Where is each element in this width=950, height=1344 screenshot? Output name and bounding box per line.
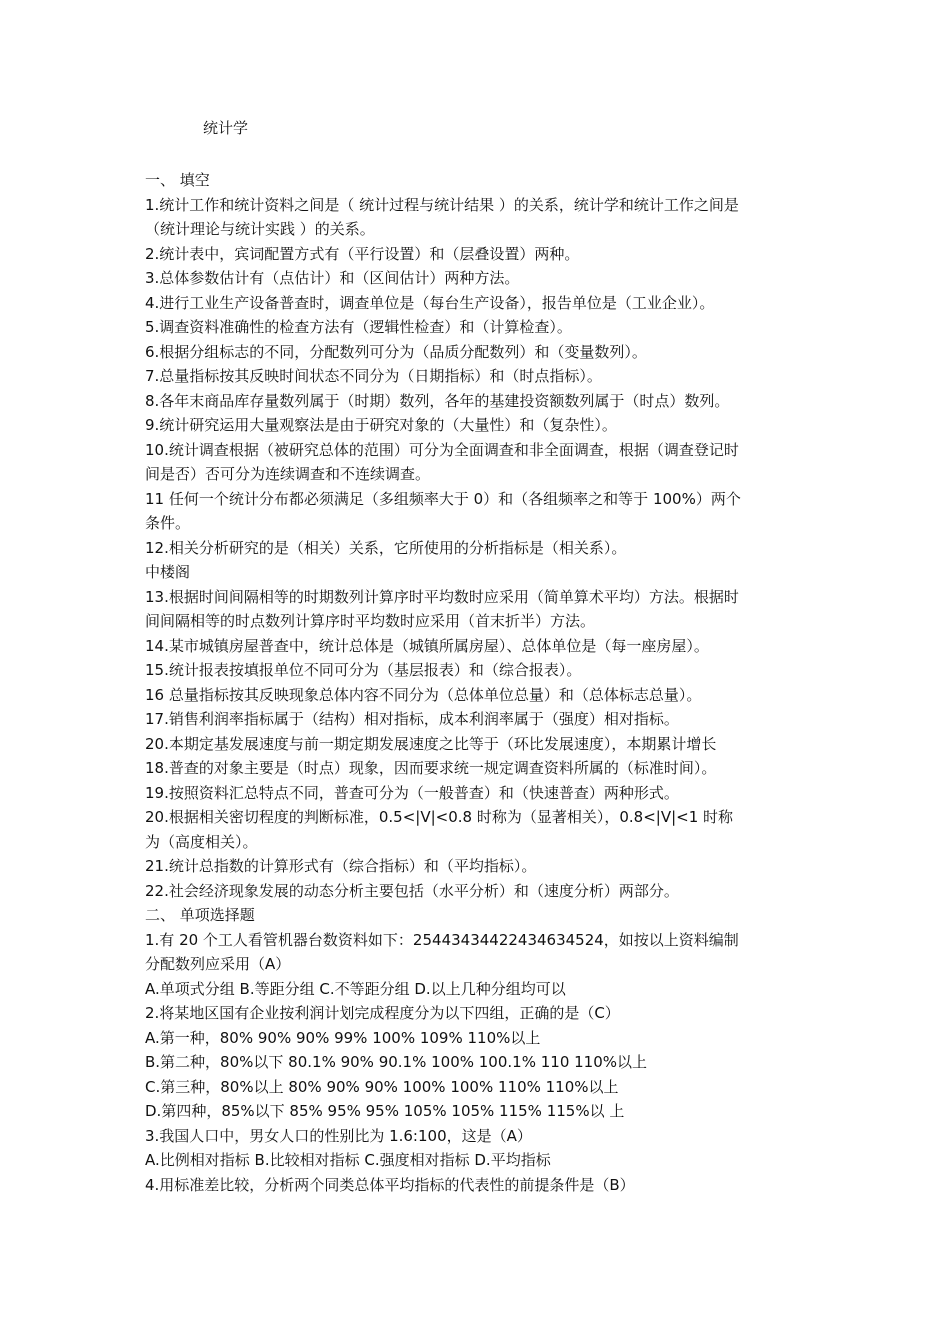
text-line: 3.总体参数估计有（点估计）和（区间估计）两种方法。: [145, 269, 520, 287]
text-line: 5.调查资料准确性的检查方法有（逻辑性检查）和（计算检查）。: [145, 318, 572, 336]
text-line: 17.销售利润率指标属于（结构）相对指标，成本利润率属于（强度）相对指标。: [145, 710, 679, 728]
text-line: 16 总量指标按其反映现象总体内容不同分为（总体单位总量）和（总体标志总量）。: [145, 685, 702, 704]
text-line: 为（高度相关）。: [145, 832, 258, 851]
text-line: 7.总量指标按其反映时间状态不同分为（日期指标）和（时点指标）。: [145, 367, 602, 385]
text-line: 1.有 20 个工人看管机器台数资料如下：25443434422434634524，如按以上资料编制: [145, 930, 739, 949]
text-line: 间间隔相等的时点数列计算序时平均数时应采用（首末折半）方法。: [145, 612, 596, 630]
text-line: 3.我国人口中，男女人口的性别比为 1.6:100，这是（A）: [145, 1126, 532, 1145]
text-line: 21.统计总指数的计算形式有（综合指标）和（平均指标）。: [145, 857, 537, 875]
text-line: 二、 单项选择题: [145, 906, 255, 924]
text-line: 18.普查的对象主要是（时点）现象，因而要求统一规定调查资料所属的（标准时间）。: [145, 759, 717, 777]
text-line: 8.各年末商品库存量数列属于（时期）数列，各年的基建投资额数列属于（时点）数列。: [145, 391, 730, 410]
text-line: 11 任何一个统计分布都必须满足（多组频率大于 0）和（各组频率之和等于 100%）两个: [145, 489, 741, 508]
text-line: 2.统计表中，宾词配置方式有（平行设置）和（层叠设置）两种。: [145, 244, 580, 263]
text-line: 9.统计研究运用大量观察法是由于研究对象的（大量性）和（复杂性）。: [145, 416, 617, 434]
text-line: 2.将某地区国有企业按利润计划完成程度分为以下四组，正确的是（C）: [145, 1004, 620, 1022]
text-line: 12.相关分析研究的是（相关）关系，它所使用的分析指标是（相关系）。: [145, 538, 627, 557]
text-line: 20.根据相关密切程度的判断标准，0.5<|V|<0.8 时称为（显著相关），0.8<|V|<1 时称: [145, 808, 734, 826]
text-line: 间是否）否可分为连续调查和不连续调查。: [145, 465, 431, 483]
text-line: 4.进行工业生产设备普查时，调查单位是（每台生产设备），报告单位是（工业企业）。: [145, 293, 715, 312]
text-line: C.第三种，80%以上 80% 90% 90% 100% 100% 110% 110%以上: [145, 1077, 619, 1096]
document-title: 统计学: [203, 119, 249, 137]
text-line: B.第二种，80%以下 80.1% 90% 90.1% 100% 100.1% 110 110%以上: [145, 1053, 648, 1071]
text-line: 20.本期定基发展速度与前一期定期发展速度之比等于（环比发展速度），本期累计增长: [145, 734, 717, 753]
text-line: 13.根据时间间隔相等的时期数列计算序时平均数时应采用（简单算术平均）方法。根据时: [145, 587, 739, 606]
text-line: 一、 填空: [145, 171, 210, 189]
text-line: 22.社会经济现象发展的动态分析主要包括（水平分析）和（速度分析）两部分。: [145, 881, 679, 900]
text-line: A.比例相对指标 B.比较相对指标 C.强度相对指标 D.平均指标: [145, 1151, 551, 1169]
text-line: 条件。: [145, 514, 191, 532]
text-line: 1.统计工作和统计资料之间是（ 统计过程与统计结果 ）的关系，统计学和统计工作之间是: [145, 195, 739, 214]
text-line: D.第四种，85%以下 85% 95% 95% 105% 105% 115% 115%以 上: [145, 1102, 625, 1120]
text-line: 中楼阁: [145, 563, 191, 581]
text-line: 14.某市城镇房屋普查中，统计总体是（城镇所属房屋）、总体单位是（每一座房屋）。: [145, 636, 709, 655]
text-line: （统计理论与统计实践 ）的关系。: [145, 220, 375, 238]
text-line: 6.根据分组标志的不同，分配数列可分为（品质分配数列）和（变量数列）。: [145, 342, 647, 361]
text-line: A.单项式分组 B.等距分组 C.不等距分组 D.以上几种分组均可以: [145, 979, 566, 998]
text-line: 10.统计调查根据（被研究总体的范围）可分为全面调查和非全面调查，根据（调查登记时: [145, 440, 739, 459]
text-line: 4.用标准差比较，分析两个同类总体平均指标的代表性的前提条件是（B）: [145, 1175, 635, 1194]
text-line: 分配数列应采用（A）: [145, 955, 291, 973]
text-line: 19.按照资料汇总特点不同，普查可分为（一般普查）和（快速普查）两种形式。: [145, 783, 679, 802]
document-body: [145, 168, 813, 1197]
text-line: 15.统计报表按填报单位不同可分为（基层报表）和（综合报表）。: [145, 661, 582, 679]
text-line: A.第一种，80% 90% 90% 99% 100% 109% 110%以上: [145, 1028, 541, 1047]
